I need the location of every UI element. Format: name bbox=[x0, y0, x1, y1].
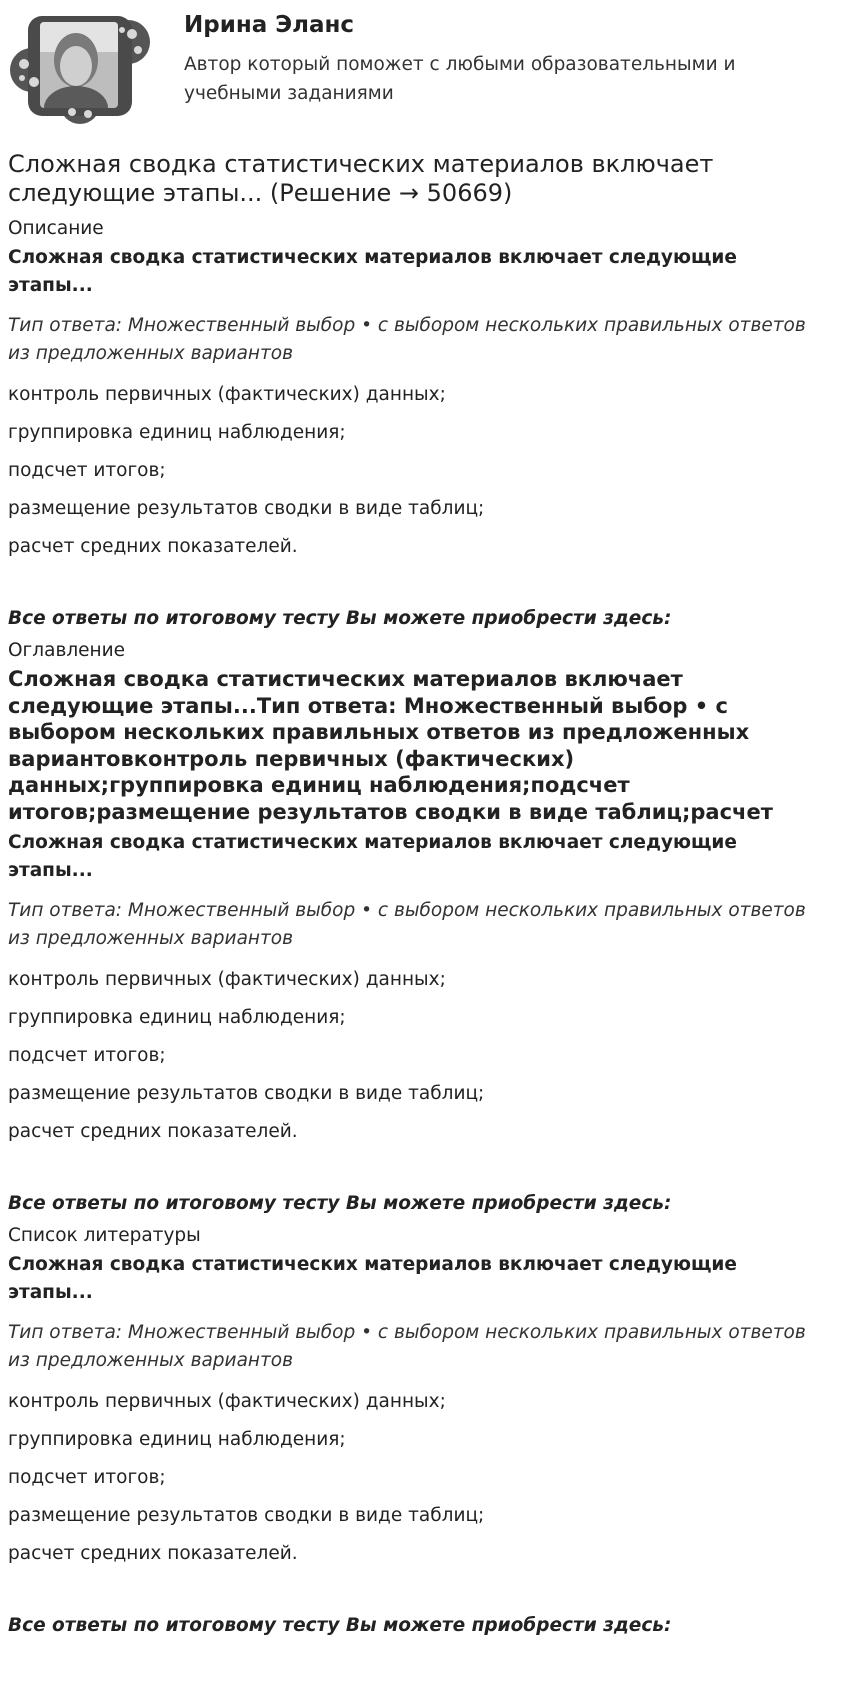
answer-option: расчет средних показателей. bbox=[8, 536, 298, 557]
toc-section bbox=[8, 640, 828, 1215]
buy-answers-text: Все ответы по итоговому тесту Вы можете приобрести здесь: bbox=[8, 1193, 672, 1214]
answer-option: контроль первичных (фактических) данных; bbox=[8, 1391, 446, 1412]
buy-answers-text: Все ответы по итоговому тесту Вы можете приобрести здесь: bbox=[8, 608, 672, 629]
answer-option: размещение результатов сводки в виде таблиц; bbox=[8, 1505, 485, 1526]
literature-section bbox=[8, 1225, 828, 1637]
answer-option: подсчет итогов; bbox=[8, 1045, 166, 1066]
answer-option: расчет средних показателей. bbox=[8, 1121, 298, 1142]
answer-option: размещение результатов сводки в виде таблиц; bbox=[8, 498, 485, 519]
answer-option: размещение результатов сводки в виде таблиц; bbox=[8, 1083, 485, 1104]
answer-option: контроль первичных (фактических) данных; bbox=[8, 384, 446, 405]
toc-heading: Сложная сводка статистических материалов включает следующие этапы...Тип ответа: Множественный выбор • с выбором нескольких правильных ответов из предложенных вариантовконтроль первичных (фактических) данных;группировка единиц наблюдения;подсчет итогов;размещение результатов сводки в виде таблиц;расчет bbox=[8, 667, 773, 824]
section-label-description: Описание bbox=[8, 218, 104, 239]
answer-option: группировка единиц наблюдения; bbox=[8, 1429, 346, 1450]
answer-option: подсчет итогов; bbox=[8, 460, 166, 481]
question-text: Сложная сводка статистических материалов включает следующие этапы... bbox=[8, 1254, 737, 1303]
answer-option: группировка единиц наблюдения; bbox=[8, 422, 346, 443]
page-title: Сложная сводка статистических материалов включает следующие этапы... (Решение → 50669) bbox=[8, 150, 714, 207]
answer-option: группировка единиц наблюдения; bbox=[8, 1007, 346, 1028]
author-card bbox=[8, 0, 828, 140]
author-avatar bbox=[10, 8, 150, 126]
answer-type: Тип ответа: Множественный выбор • с выбором нескольких правильных ответов из предложенных вариантов bbox=[8, 1322, 806, 1371]
answer-option: подсчет итогов; bbox=[8, 1467, 166, 1488]
answer-type: Тип ответа: Множественный выбор • с выбором нескольких правильных ответов из предложенных вариантов bbox=[8, 315, 806, 364]
answer-type: Тип ответа: Множественный выбор • с выбором нескольких правильных ответов из предложенных вариантов bbox=[8, 900, 806, 949]
question-text: Сложная сводка статистических материалов включает следующие этапы... bbox=[8, 832, 737, 881]
section-label-toc: Оглавление bbox=[8, 640, 126, 661]
section-label-literature: Список литературы bbox=[8, 1225, 201, 1246]
description-section bbox=[8, 218, 828, 630]
author-name[interactable]: Ирина Эланс bbox=[184, 12, 355, 38]
page-content bbox=[8, 0, 828, 1637]
author-description: Автор который поможет с любыми образовательными и учебными заданиями bbox=[184, 54, 736, 104]
answer-option: расчет средних показателей. bbox=[8, 1543, 298, 1564]
answer-option: контроль первичных (фактических) данных; bbox=[8, 969, 446, 990]
question-text: Сложная сводка статистических материалов включает следующие этапы... bbox=[8, 247, 737, 296]
buy-answers-text: Все ответы по итоговому тесту Вы можете приобрести здесь: bbox=[8, 1615, 672, 1636]
